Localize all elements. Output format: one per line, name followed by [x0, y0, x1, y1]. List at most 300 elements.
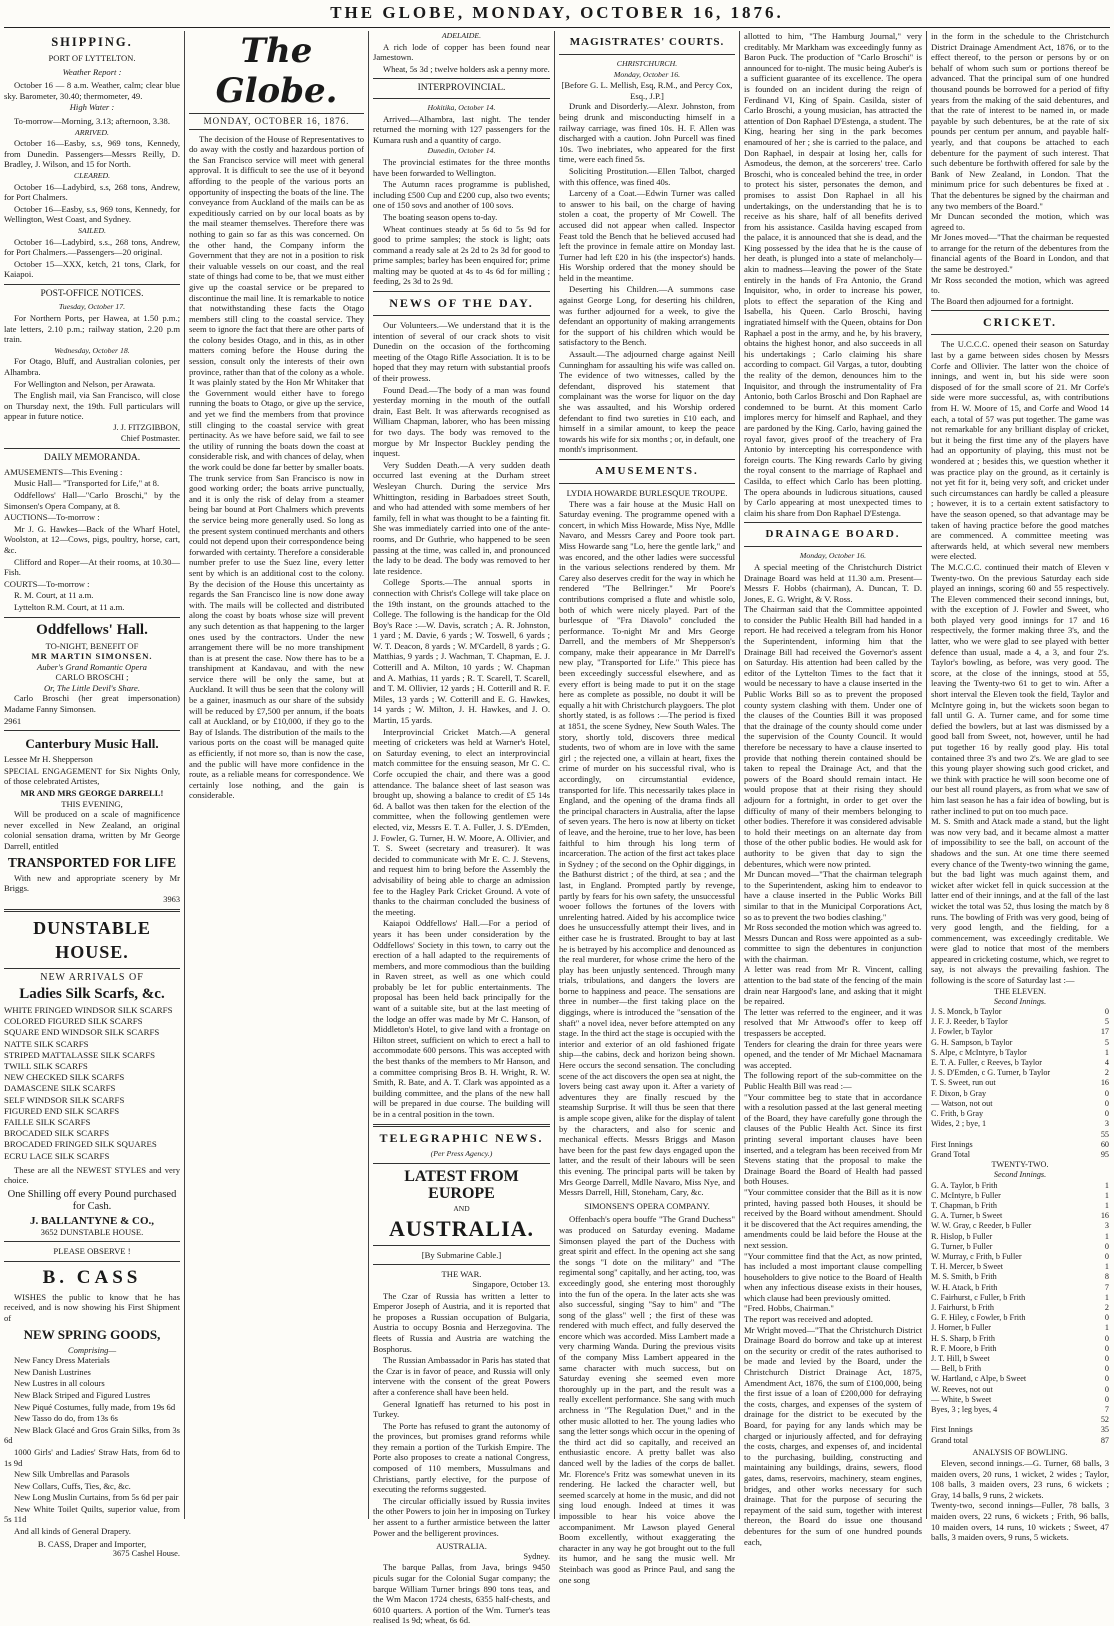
cleared-text: October 16—Ladybird, s.s, 268 tons, Andrew, for Port Chalmers. — [4, 181, 180, 203]
cass-line: 3675 Cashel House. — [112, 1549, 180, 1559]
post-text: For Northern Ports, per Hawea, at 1.50 p.m.; late letters, 2.10 p.m.; railway station, 2.20 p.m train. — [4, 313, 180, 345]
score-runs: 52 — [1100, 1415, 1109, 1425]
cleared-heading: CLEARED. — [73, 170, 111, 180]
divider — [559, 459, 735, 460]
score-row — [931, 1221, 1109, 1231]
cass-item: New Silk Umbrellas and Parasols — [14, 1469, 130, 1480]
magistrates-before: [Before G. L. Mellish, Esq, R.M., and Percy Cox, Esq., J.P.] — [561, 80, 733, 101]
score-name: R. F. Moore, b Frith — [931, 1343, 997, 1353]
score-runs: 4 — [1104, 1058, 1109, 1068]
cass-item: New Piqué Costumes, fully made, from 19s 6d — [14, 1401, 176, 1412]
telegraphic-heading: TELEGRAPHIC NEWS. — [379, 1130, 544, 1145]
divider — [373, 291, 550, 292]
oddfellows-line: Carlo Broschi (her great impersonation) Madame Fanny Simonsen. — [4, 693, 180, 715]
score-runs: 7 — [1104, 1404, 1109, 1414]
eleven-scorecard — [931, 1007, 1109, 1160]
magistrates-sub: CHRISTCHURCH. — [616, 59, 678, 68]
dunstable-line: NEW ARRIVALS OF — [40, 972, 144, 984]
scarf-item: DAMASCENE SILK SCARFS — [4, 1083, 116, 1094]
score-row — [931, 1150, 1109, 1160]
score-runs: 1 — [1104, 1262, 1109, 1272]
score-row — [931, 1058, 1109, 1068]
score-name: C. Frith, b Gray — [931, 1109, 984, 1119]
score-name: G. Turner, b Fuller — [931, 1241, 993, 1251]
memo-item: Oddfellows' Hall—"Carlo Broschi," by the Simonsen's Opera Company, at 8. — [4, 489, 180, 511]
magistrates-heading: MAGISTRATES' COURTS. — [569, 36, 725, 48]
score-runs: 0 — [1104, 1313, 1109, 1323]
weather-text: October 16 — 8 a.m. Weather, calm; clear blue sky. Barometer, 30.40; thermometer, 49. — [4, 80, 180, 101]
latest-heading-2: AUSTRALIA. — [388, 1215, 535, 1241]
column-4 — [559, 31, 735, 1585]
war-dateline: Singapore, October 13. — [472, 1279, 550, 1289]
score-name: W. W. Gray, c Reeder, b Fuller — [931, 1221, 1032, 1231]
interprovincial-heading: INTERPROVINCIAL. — [417, 83, 506, 94]
magistrates-date: Monday, October 16. — [613, 69, 681, 79]
twentytwo-heading: TWENTY-TWO. — [991, 1160, 1049, 1170]
score-row — [931, 1415, 1109, 1425]
score-name: — Bell, b Frith — [931, 1364, 982, 1374]
score-runs: 17 — [1100, 1027, 1109, 1037]
cass-item: New Black Glacé and Gros Grain Silks, from 3s 6d — [4, 1424, 180, 1446]
news-paragraph: Our Volunteers.—We understand that it is the intention of several of our crack shots to visit Dunedin on the occasion of the forthcoming meeting of the Otago Rifle Association. It is to be hoped that they may return with substantial proofs of their prowess. — [373, 320, 550, 384]
score-name: M. S. Smith, b Frith — [931, 1272, 997, 1282]
divider — [373, 1245, 550, 1246]
cass-item: New Collars, Cuffs, Ties, &c, &c. — [14, 1480, 131, 1491]
war-paragraph: General Ignatieff has returned to his post in Turkey. — [373, 1398, 550, 1420]
score-row — [931, 1119, 1109, 1129]
news-text: Arrived—Alhambra, last night. The tender returned the morning with 127 passengers for the Kumara rush and a quantity of cargo. — [373, 113, 550, 145]
memo-heading: DAILY MEMORANDA. — [43, 453, 141, 464]
score-name: R. Hislop, b Fuller — [931, 1231, 993, 1241]
highwater-text: To-morrow—Morning, 3.13; afternoon, 3.38. — [14, 115, 170, 126]
post-signature: J. J. FITZGIBBON, — [113, 423, 180, 432]
score-runs: 3 — [1104, 1119, 1109, 1129]
cass-item: New Danish Lustrines — [14, 1366, 91, 1377]
score-runs: 16 — [1100, 1211, 1109, 1221]
memo-item: Mr J. G. Hawkes—Back of the Wharf Hotel, Woolston, at 12—Cows, pigs, poultry, horse, cart, &c. — [4, 523, 180, 555]
music-hall-line: Lessee Mr H. Shepperson — [4, 754, 93, 765]
score-runs: 0 — [1104, 1088, 1109, 1098]
score-row — [931, 1038, 1109, 1048]
highwater-heading: High Water : — [69, 102, 115, 113]
score-name: W. Hartland, c Alpe, b Sweet — [931, 1374, 1027, 1384]
score-name: E. T. A. Fuller, c Reeves, b Taylor — [931, 1058, 1042, 1068]
score-row — [931, 1354, 1109, 1364]
music-hall-play-title: TRANSPORTED FOR LIFE — [7, 854, 177, 870]
port-heading: PORT OF LYTTELTON. — [48, 53, 136, 63]
divider — [4, 968, 180, 969]
score-row — [931, 1334, 1109, 1344]
cricket-text: The U.C.C.C. opened their season on Saturday last by a game between sides chosen by Messrs Corfe and Ollivier. The latter won the choice of innings, and went in, but his side were soon disposed of for the small score of 21. Mr Corfe's side were more successful, as, with contributions from H. W. Moore of 15, and Corfe and Wood 14 each, a total of 57 was put together. The game was not remarkable for any brilliant display of cricket, but it being the first time any of the players have had an opportunity of playing, this must not be wondered at ; besides this, we question whether it was practice play on the ground, as it certainly is not yet fit for it, being very soft, and cricket under such circumstances can hardly be called a pleasure ; however, it is to a certain extent satisfactory to have the season opened, so that advantage may be taken of having practice before the good matches are commenced. A committee meeting was afterwards held, at which several new members were elected. The M.C.C.C. continued their match of Eleven v Twenty-two. On the previous Saturday each side played an innings, scoring 60 and 55 respectively. The Eleven commenced their second innings, but, with the exception of J. Fowler and Sweet, who both played very good innings for 17 and 16 respectively, the former making three 3's, and the latter, who we were glad to see played with better defence than usual, made a 4, a 3, and four 2's. Taylor's bowling, as before, was very good. The score, at the close of the innings, stood at 55, leaving the Twenty-two 61 to get to win. After a short interval the Eleven took the field, Taylor and McIntyre going in, but the wickets soon began to fall until G. A. Turner came, and for some time defied the bowlers, but at last was dismissed by a good ball from Sweet, not, however, until he had put together 16 by really good play. His total contained three 3's and two 2's. We are glad to see this young player showing such good cricket, and we think with practice he will soon become one of our best all round players, as from what we saw of him last season he has a fair idea of bowling, but is rather inclined to put on too much pace. M. S. Smith and Atack made a stand, but the light was now very bad, and it became almost a matter of impossibility to see the ball, on account of the shadows and the sun. At one time there seemed every chance of the Twenty-two winning the game, but the bad light was much against them, and wicket after wicket fell in quick succession at the latter end of their innings, and at the fall of the last wicket the total was 52, thus losing the match by 8 runs. The bowling of Frith was very good, being of very good length, and the fielding, for a commencement, was exceedingly creditable. We were glad to notice that most of the members appeared in cricketing costume, which, we regret to say, is not always the prevailing fashion. The following is the score of Saturday last :— — [931, 339, 1109, 986]
post-date: Tuesday, October 17. — [58, 302, 126, 312]
score-row — [931, 1242, 1109, 1252]
court-paragraph: Larceny of a Coat.—Edwin Turner was called to answer to his bail, on the charge of having stolen a coat, the property of Mr Cowell. The accused did not appear when called. Inspector Feast told the Bench that he believed accused had left the province in female attire on Monday last. Turner had left £20 in his (the inspector's) hands. His Worship ordered that the money should be held in the meantime. — [559, 188, 735, 283]
dunstable-line: 3652 DUNSTABLE HOUSE. — [40, 1226, 144, 1237]
divider — [373, 78, 550, 79]
australia-heading: AUSTRALIA. — [436, 1541, 487, 1552]
cass-line: Comprising— — [67, 1344, 117, 1355]
divider — [373, 1264, 550, 1265]
column-separator — [184, 31, 185, 1519]
arrived-text: October 16—Easby, s.s, 969 tons, Kennedy, from Dunedin. Passengers—Messrs Reilly, D. Bradley, J. Wilson, and 15 for North. — [4, 138, 180, 170]
score-runs: 1 — [1104, 1200, 1109, 1210]
divider — [373, 315, 550, 316]
scarf-item: FIGURED END SILK SCARFS — [4, 1105, 120, 1116]
sailed-text: October 16—Ladybird, s.s., 268 tons, Andrew, for Port Chalmers.—Passengers—20 original. — [4, 236, 180, 258]
war-paragraph: The Czar of Russia has written a letter to Emperor Joseph of Austria, and it is reported that he proposes a Russian occupation of Bulgaria, Austria to occupy Bosnia and Herzegovina. The fleets of Russia and Austria are watching the Bosphorus. — [373, 1290, 550, 1354]
score-name: W. H. Atack, b Frith — [931, 1282, 998, 1292]
score-runs: 0 — [1104, 1374, 1109, 1384]
twentytwo-sub: Second Innings. — [993, 1170, 1047, 1180]
drainage-continued: in the form in the schedule to the Christchurch District Drainage Amendment Act, 1876, or to the effect thereof, to the person or persons by or on behalf of whom such sum or portions thereof be advanced. That the principal sum of one hundred thousand pounds be borrowed for a period of fifty years from the making of the said debentures, and that the rate of interest to be named in, or made payable by such debentures, be at the rate of six pounds per centum per annum, and payable half-yearly, and that coupons be attached to each debenture for the payment of such interest. That such debenture be forthwith offered for sale by the Bank of New Zealand, in London. That the minimum price for such debentures be fixed at . That the debentures be signed by the chairman and any two members of the Board." Mr Duncan seconded the motion, which was agreed to. Mr Jones moved—"That the chairman be requested to arrange for the return of the debentures from the financial agents of the Board in London, and that the same be destroyed." Mr Ross seconded the motion, which was agreed to. The Board then adjourned for a fortnight. — [931, 31, 1109, 306]
score-row — [931, 1283, 1109, 1293]
score-runs: 2 — [1104, 1068, 1109, 1078]
score-name: C. McIntyre, b Fuller — [931, 1190, 1001, 1200]
score-runs: 3 — [1104, 1221, 1109, 1231]
score-row — [931, 1303, 1109, 1313]
score-name: Grand total — [931, 1435, 969, 1445]
war-paragraph: The Russian Ambassador in Paris has stated that the Czar is in favor of peace, and Russia will only intervene with the consent of the great Powers after a conference shall have been held. — [373, 1355, 550, 1397]
post-text: For Wellington and Nelson, per Arawata. — [14, 378, 156, 389]
news-heading: NEWS OF THE DAY. — [389, 296, 534, 311]
sailed-heading: SAILED. — [78, 225, 106, 235]
music-hall-line: MR AND MRS GEORGE DARRELL! — [20, 788, 164, 799]
score-row — [931, 1272, 1109, 1282]
telegraphic-sub: (Per Press Agency.) — [430, 1148, 493, 1158]
eleven-sub: Second Innings. — [993, 996, 1047, 1006]
column-separator — [739, 31, 740, 1519]
cricket-heading: CRICKET. — [982, 315, 1058, 330]
score-row — [931, 1130, 1109, 1140]
war-list — [373, 1291, 550, 1539]
divider — [4, 448, 180, 449]
news-list — [373, 320, 550, 1120]
opera-heading: SIMONSEN'S OPERA COMPANY. — [584, 1200, 710, 1211]
score-row — [931, 1181, 1109, 1191]
scarf-item: WHITE FRINGED WINDSOR SILK SCARFS — [4, 1004, 173, 1015]
score-name: S. Alpe, c McIntyre, b Taylor — [931, 1047, 1027, 1057]
post-signature-title: Chief Postmaster. — [120, 433, 180, 443]
dunstable-firm: J. BALLANTYNE & CO., — [29, 1215, 155, 1227]
score-row — [931, 1313, 1109, 1323]
score-row — [931, 1211, 1109, 1221]
court-paragraph: Drunk and Disorderly.—Alexr. Johnston, from being drunk and misconducting himself in a railway carriage, was fined 10s. H. F. Allen was discharged with a caution. John Purcell was fined 10s. Two inebriates, who appeared for the first time, were each fined 5s. — [559, 101, 735, 165]
divider — [559, 483, 735, 484]
column-2 — [189, 31, 364, 1519]
oddfellows-line: Auber's Grand Romantic Opera — [37, 661, 147, 672]
music-hall-line: SPECIAL ENGAGEMENT for Six Nights Only, of those celebrated Artistes, — [4, 765, 180, 787]
scarf-item: NATTE SILK SCARFS — [4, 1038, 89, 1049]
score-runs: 1 — [1104, 1047, 1109, 1057]
score-name: C. Fairhurst, c Fuller, b Frith — [931, 1292, 1026, 1302]
scarf-item: BROCADED SILK SCARFS — [4, 1128, 110, 1139]
divider — [4, 730, 180, 731]
war-paragraph: The circular officially issued by Russia invites the other Powers to join her in imposing on Turkey her assent to a further armistice between the latter Power and the belligerent provinces. — [373, 1495, 550, 1538]
score-row — [931, 1385, 1109, 1395]
scarf-item: BROCADED FRINGED SILK SQUARES — [4, 1139, 157, 1150]
score-runs: 0 — [1104, 1333, 1109, 1343]
latest-and: AND — [453, 1204, 470, 1214]
cass-item: New Long Muslin Curtains, from 5s 6d per pair — [14, 1492, 179, 1503]
ad-number: 3963 — [163, 894, 180, 904]
score-name: T. Chapman, b Frith — [931, 1200, 998, 1210]
cass-item: New Black Striped and Figured Lustres — [14, 1389, 151, 1400]
music-hall-line: THIS EVENING, — [61, 798, 123, 809]
divider — [931, 334, 1109, 335]
sailed-text: October 15—XXX, ketch, 21 tons, Clark, for Kaiapoi. — [4, 258, 180, 280]
memo-item: AUCTIONS—To-morrow : — [4, 512, 100, 523]
score-name: Byes, 3 ; leg byes, 4 — [931, 1404, 998, 1414]
score-name: W. Murray, c Frith, b Fuller — [931, 1251, 1022, 1261]
oddfellows-heading: Oddfellows' Hall. — [36, 621, 148, 638]
court-paragraph: Deserting his Children.—A summons case against George Long, for deserting his children, was further adjourned for a week, to give the defendant an opportunity of making arrangements for the support of his children which would be satisfactory to the Bench. — [559, 284, 735, 348]
score-name: Grand Total — [931, 1149, 971, 1159]
column-separator — [554, 31, 555, 1519]
score-name: First Innings — [931, 1425, 973, 1435]
score-name: J. S. D'Emden, c G. Turner, b Taylor — [931, 1068, 1051, 1078]
score-name: — Watson, not out — [931, 1098, 993, 1108]
score-name: J. T. Hill, b Sweet — [931, 1353, 990, 1363]
score-row — [931, 1078, 1109, 1088]
memo-item: Clifford and Roper—At their rooms, at 10.30—Fish. — [4, 556, 180, 578]
cass-item: New Lustres in all colours — [14, 1378, 105, 1389]
column-3 — [373, 31, 550, 1626]
cass-list — [4, 1355, 180, 1537]
score-runs: 5 — [1104, 1037, 1109, 1047]
column-separator — [926, 31, 927, 1519]
score-row — [931, 1425, 1109, 1435]
score-name: J. Fairhurst, b Frith — [931, 1302, 995, 1312]
divider — [559, 54, 735, 55]
oddfellows-line: MR MARTIN SIMONSEN. — [31, 651, 153, 662]
score-runs: 0 — [1104, 1353, 1109, 1363]
post-date: Wednesday, October 18. — [54, 345, 130, 355]
score-name: J. S. Monck, b Taylor — [931, 1007, 1002, 1017]
shipping-heading: SHIPPING. — [51, 35, 133, 49]
score-name: J. Fowler, b Taylor — [931, 1027, 993, 1037]
score-row — [931, 1099, 1109, 1109]
drainage-text: A special meeting of the Christchurch District Drainage Board was held at 11.30 a.m. Present—Messrs F. Hobbs (chairman), A. Duncan, T. D. Jones, E. G. Wright, & V. Ross. The Chairman said that the Committee appointed to consider the Public Health Bill had handed in a report. He had received a telegram from his Honor the Superintendent, informing him that the Drainage Bill had received the Governor's assent on Saturday. His attention had been called by the editor of the Lyttelton Times to the fact that it would be necessary to have a clause inserted in the Public Works Bill so as to prevent the proposed county system clashing with them. Under one of the clauses of the Counties Bill it was proposed that the drainage of the county should come under the supervision of the County Council. It would therefore be necessary to have a clause inserted to provide that nothing therein contained should be taken to repeal the Drainage Act, and that the powers of the Board should remain intact. He would propose that at their rising they should adjourn for a fortnight, in order to get over the difficulty of many of their members belonging to other bodies. Therefore it was considered advisable to hold their meetings on an alternate day from those of the other public bodies. He would ask for authority to be given that day to sign the debentures, which were now printed. Mr Duncan moved—"That the chairman telegraph to the Superintendent, asking him to endeavor to have a clause inserted in the Public Works Bill similar to that in the Municipal Corporations Act, so as to prevent the two bodies clashing." Mr Ross seconded the motion which was agreed to. Messrs Duncan and Ross were appointed as a sub-committee to sign the debentures in conjunction with the chairman. A letter was read from Mr R. Vincent, calling attention to the bad state of the fencing of the main drain near Hargood's lane, and asking that it might be repaired. The letter was referred to the engineer, and it was resolved that Mr Attwood's offer to keep off trespassers be accepted. Tenders for clearing the drain for three years were opened, and the tender of Mr Michael Macnamara was accepted. The following report of the sub-committee on the Public Health Bill was read :— "Your committee beg to state that in accordance with a resolution passed at the last general meeting of the Board, they have carefully gone through the clauses of the Public Health Act. Since its first printing several important clauses have been inserted, and a telegram has been received from Mr Stevens stating that the proposal to make the Drainage Board the Board of Health had passed both Houses. "Your committee consider that the Bill as it is now printed, having passed both Houses, it should be received by the Board without amendment. Should it be discovered that the Act requires amending, the amendments could be laid before the House at the next session. "Your committee find that the Act, as now printed, has included a most important clause compelling householders to give notice to the Board of Health when any infectious disease exists in their houses, which clause had been previously omitted. "Fred. Hobbs, Chairman." The report was received and adopted. Mr Wright moved—"That the Christchurch District Drainage Board do borrow and take up at interest on the security or credit of the rates authorised to be made and levied by the Board, under the Christchurch District Drainage Act, 1875, Amendment Act, 1876, the sum of £100,000, being the first issue of a loan of £200,000 for defraying the costs, charges, and expenses of the system of drainage for the district to be executed by the Board, for paying for any lands which may be charged or injuriously affected, and for defraying the costs, charges, and expenses of, and incidental to the purchasing, building, constructing and maintaining any buildings, drains, sewers, flood gates, dams, reservoirs, machinery, steam engines, bridges, and other works necessary for such drainage. That for the purpose of securing the repayment of the said sum, together with interest thereon, the Board do issue one thousand debentures for the sum of one hundred pounds each, — [744, 561, 922, 1547]
scarf-item: SQUARE END WINDSOR SILK SCARFS — [4, 1027, 160, 1038]
adelaide-text: Wheat, 5s 3d ; twelve holders ask a penny more. — [383, 63, 550, 74]
cass-item: New White Toilet Quilts, superior value, from 5s 11d — [4, 1503, 180, 1525]
score-runs: 1 — [1104, 1323, 1109, 1333]
news-text: The boating season opens to-day. — [383, 211, 498, 222]
opera-text: Offenbach's opera bouffe "The Grand Duchess" was produced on Saturday evening. Madame Simonsen played the part of the Duchess with great spirit and effect. In the opening act she sang the songs "I dote on the military" and "The regimental song" capitally, and her acting, too, was exceedingly good, she entering most thoroughly into the fun of the opera. In the later acts she was also successful, singing "Say to him" and "The song of the glass" well ; the first of these was rendered with much effect, and fully deserved the encore which was accorded. Miss Lambert made a very charming Wanda. During the previous visits of the company Miss Lambert appeared in the same character with much success, but on Saturday evening she seemed even more thoroughly up in the part, and the result was a really excellent performance. She sang with much archness in "The Regulation Duet," and in the other music allotted to her. The young ladies who sang the letter songs which occur in the opening of the third act did so capitally, and received an enthusiastic encore. A pretty ballet was also danced well by the ladies of the corps de ballet. Mr. Florence's Fritz was somewhat uneven in its rendering. He lacked the character well, but seemed scarcely at home in the music, and did not sing loud enough. Indeed at times it was impossible to hear his voice above the accompaniment. Mr Lawson played General Boom excellently, without exaggerating the character in any way he got brought out to the full its humor, and he sang the music well. Mr Steinbach was good as Prince Paul, and sang the one song — [559, 1214, 735, 1585]
score-name: J. Horner, b Fuller — [931, 1323, 991, 1333]
news-text: Wheat continues steady at 5s 6d to 5s 9d for good to prime samples; the stock is light; oats command a ready sale at 2s 2d to 2s 3d for good to prime samples; barley has been enquired for; prime malting may be quoted at 4s to 4s 6d for milling ; feeding, 2s 3d to 2s 9d. — [373, 223, 550, 287]
score-name: G. A. Turner, b Sweet — [931, 1211, 1003, 1221]
dunstable-line: These are all the NEWEST STYLES and very choice. — [4, 1164, 180, 1186]
column-separator — [368, 31, 369, 1519]
oddfellows-line: TO-NIGHT, BENEFIT OF — [45, 640, 139, 651]
score-row — [931, 1436, 1109, 1446]
score-name: W. Reeves, not out — [931, 1384, 993, 1394]
score-row — [931, 1395, 1109, 1405]
score-name: G. A. Taylor, b Frith — [931, 1180, 998, 1190]
adelaide-heading: ADELAIDE. — [441, 31, 482, 40]
score-runs: 0 — [1104, 1007, 1109, 1017]
column-1 — [4, 31, 180, 1559]
war-paragraph: The Porte has refused to grant the autonomy of the provinces, but promises grand reforms while they remain a portion of the Turkish Empire. The Porte also proposes to create a national Congress, composed of 110 members, Mussulmans and Christians, partly elective, for the purpose of executing the reforms suggested. — [373, 1420, 550, 1495]
score-runs: 7 — [1104, 1282, 1109, 1292]
score-row — [931, 1374, 1109, 1384]
score-runs: 0 — [1104, 1251, 1109, 1261]
score-row — [931, 1068, 1109, 1078]
divider — [4, 284, 180, 285]
score-name: T. S. Sweet, run out — [931, 1078, 996, 1088]
score-runs: 5 — [1104, 1017, 1109, 1027]
score-row — [931, 1089, 1109, 1099]
amusements-text: There was a fair house at the Music Hall on Saturday evening. The programme opened with a concert, in which Miss Howarde, Miss Nye, Mdlle Navaro, and Messrs Carey and Poore took part. Miss Howarde sang "Lo, here the gentle lark," and was encored, and the other ladies were successful in the various selections rendered by them. Mr Carey also deserves credit for the way in which he rendered "The Bellringer." Mr Poore's contributions comprised a flute and whistle solo, both of which were nicely played. Part of the burlesque of "Fra Diavolo" concluded the performance. To-night Mr and Mrs George Darrell, and the members of Mr Shepperson's company, make their appearance in Mr Darrell's new play, "Transported for Life." This piece has been exceedingly successful elsewhere, and as every effort is being made to put it on the stage here as complete as possible, no doubt it will be equally a hit with Christchurch playgoers. The plot shortly stated, is as follows :—The period is fixed at 1851, the scene Sydney, New South Wales. The story, shortly told, discovers three medical students, two of whom are in love with the same girl ; the rejected one, a villain at heart, fixes the crime of murder on his successful rival, who is accordingly, on circumstantial evidence, transported for life. This necessarily takes place in England, and the opening of the drama finds all the principal characters in Australia, after the lapse of seven years. The hero is now at liberty on ticket of leave, and the heroine, true to her love, has been faithful to him through his long term of incarceration. The action of the first act takes place in Sydney ; of the second on the Ophir diggings, in the Bathurst district ; of the third, at sea ; and the last, in England. Prompted partly by revenge, partly by fears for his own safety, the unsuccessful wooer follows the fortunes of the lovers with unrelenting hatred. Aided by his accomplice twice does he unsuccessfully attempt their lives, and in either case he is frustrated. Brought to bay at last he is betrayed by his accomplice and denounced as the real murderer, for whose crime the hero of the play has been unjustly sentenced. Through many trials, tribulations, and dangers the lovers are borne to happiness and peace. The sensations are three in number—the first taking place on the diggings, where is introduced the "sensation of the shaft" a novel idea, never before attempted on any stage. In the third act the stage is occupied with the interior and exterior of an old fashioned frigate ship—the cabins, deck and horizon being shown. Here occurs the second sensation. The concluding scene of the act discovers the open sea at night, the lovers being cast away upon it. After a variety of adventures they are finally rescued by the steamship Surprise. It will thus be seen that there is ample scope given, alike for the display of talent by the characters, and also for scenic and mechanical effects. Messrs Briggs and Mason have been for the past few days engaged upon the latter, and the result of their labours will be seen this evening. The principal parts will be taken by Mrs George Darrell, Mdlle Navaro, Miss Nye, and Messrs Darrell, Hill, Stoneham, Cary, &c. — [559, 498, 735, 1198]
score-name: H. S. Sharp, b Frith — [931, 1333, 995, 1343]
cass-line: B. CASS, Draper and Importer, — [37, 1538, 147, 1549]
score-runs: 1 — [1104, 1292, 1109, 1302]
opera-continued: allotted to him, "The Hamburg Journal," very creditably. Mr Markham was exceedingly funny as Baron Puck. The production of "Carlo Broschi" is announced for to-night. The music being Auber's is a sufficient guarantee of its excellence. The opera is founded on an incident during the reign of Ferdinand VI, King of Spain. Casilda, sister of Carlo Broschi, a young musician, has attracted the attention of Don Raphael D'Estenga, a student. The King, hearing her sing in the park becomes enamoured of her ; she is carried to the palace, and Don Raphael, in despair at losing her, calls for Asmodeus, the demon, at the sorcerers' tree. Carlo Broschi, who is concealed behind the tree, in order to protect his sister, personates the demon, and promises to assist Don Raphael in all his undertakings, on the understanding that he is to receive as his share, half of all benefits derived from his assistance. Casilda having escaped from the palace, it is announced that she is dead, and the King possessed by the idea that he is the cause of her death, is plunged into a state of melancholy—akin to madness—leaving the power of the State entirely in the hands of Fra Antonio, the Grand Inquisitor, who, in order to increase his power, plots to effect the separation of the King and Isabella, his Queen. Carlo Broschi, having ingratiated himself with the Queen, obtains for Don Raphael a post in the army, and he, by his bravery, obtains the highest honor, and also succeeds in all his undertakings ; Carlo claiming his share according to compact. Gil Vargas, a tutor, doubting the reality of the demon, denounces him to the Inquisitor, and through the instrumentality of Fra Antonio, both Carlos Broschi and Don Raphael are condemned to be burnt. At this moment Carlo implores mercy for himself and Raphael, and they are pardoned by the King. Carlo, having gained the royal favor, gives proof of the treachery of Fra Antonio by intercepting his correspondence with foreign courts. The King rewards Carlo by giving the royal consent to the marriage of Raphael and Casilda, to effect which Carlo has been plotting. The opera abounds in ludicrous situations, caused by Carlo appearing at most unexpected times to claim his share from Don Raphael D'Estenga. — [744, 31, 922, 518]
score-runs: 0 — [1104, 1241, 1109, 1251]
music-hall-line: With new and appropriate scenery by Mr Briggs. — [4, 872, 180, 894]
score-row — [931, 1017, 1109, 1027]
dunstable-subheading: Ladies Silk Scarfs, &c. — [19, 985, 165, 1002]
scarf-list — [4, 1005, 180, 1162]
column-5 — [744, 31, 922, 1547]
court-paragraph: Assault.—The adjourned charge against Neill Cunningham for assaulting his wife was called on. The evidence of two witnesses, called by the defendant, disproved his statement that complainant was the worse for liquor on the day she was assaulted, and his Worship ordered defendant to find two sureties in £10 each, and himself in a similar amount, to keep the peace towards his wife for six months ; or, in default, one month's imprisonment. — [559, 349, 735, 455]
post-text: For Otago, Bluff, and Australian colonies, per Alhambra. — [4, 356, 180, 378]
score-row — [931, 1405, 1109, 1415]
memo-item: Lyttelton R.M. Court, at 11 a.m. — [14, 601, 125, 612]
amusements-heading: AMUSEMENTS. — [595, 464, 699, 477]
cass-subheading: NEW SPRING GOODS, — [23, 1326, 161, 1342]
divider — [4, 1241, 180, 1242]
ad-number: 2961 — [4, 715, 22, 726]
latest-heading: LATEST FROM EUROPE — [404, 1168, 519, 1203]
cass-heading: B. CASS — [42, 1266, 142, 1288]
score-runs: 1 — [1104, 1190, 1109, 1200]
masthead: THE GLOBE, MONDAY, OCTOBER 16, 1876. — [330, 3, 784, 22]
cass-item: New Tasso do do, from 13s 6s — [14, 1413, 119, 1424]
score-runs: 0 — [1104, 1098, 1109, 1108]
score-row — [931, 1048, 1109, 1058]
bowling-text: Eleven, second innings.—G. Turner, 68 balls, 3 maiden overs, 20 runs, 1 wicket, 2 wides ; Taylor, 108 balls, 3 maiden overs, 23 runs, 6 wickets ; Gray, 14 balls, 9 runs, 2 wickets. Twenty-two, second innings—Fuller, 78 balls, 3 maiden overs, 22 runs, 6 wickets ; Frith, 96 balls, 10 maiden overs, 14 runs, 10 wickets ; Sweet, 47 balls, 3 maiden overs, 9 runs, 5 wickets. — [931, 1458, 1109, 1543]
scarf-item: ECRU LACE SILK SCARFS — [4, 1150, 110, 1161]
arrived-heading: ARRIVED. — [75, 127, 109, 137]
cable-line: [By Submarine Cable.] — [421, 1249, 502, 1260]
score-name: T. H. Mercer, b Sweet — [931, 1262, 1004, 1272]
score-runs: 35 — [1100, 1425, 1109, 1435]
drainage-heading: DRAINAGE BOARD. — [765, 528, 901, 541]
scarf-item: STRIPED MATTALASSE SILK SCARFS — [4, 1049, 156, 1060]
music-hall-line: Will be produced on a scale of magnificence never excelled in New Zealand, an original colonial sensation drama, written by Mr George Darrell, entitled — [4, 809, 180, 851]
globe-title: The Globe. — [215, 31, 338, 111]
score-row — [931, 1293, 1109, 1303]
scarf-item: FAILLE SILK SCARFS — [4, 1117, 91, 1127]
score-row — [931, 1007, 1109, 1017]
score-name: G. H. Sampson, b Taylor — [931, 1037, 1013, 1047]
score-row — [931, 1027, 1109, 1037]
memo-item: AMUSEMENTS—This Evening : — [4, 466, 123, 477]
australia-text: The barque Pallas, from Java, brings 9450 piculs sugar for the Colonial Sugar company; the barque William Turner brings 890 tons teas, and the Wm Macon 1724 chests, 6355 half-chests, and 6010 quarters. A portion of the Wm. Turner's teas realised 1s 9d; wheat, 6s 6d. — [373, 1562, 550, 1626]
divider — [4, 909, 180, 912]
australia-dateline: Sydney. — [523, 1551, 550, 1561]
news-text: The provincial estimates for the three months have been forwarded to Wellington. — [373, 156, 550, 178]
score-runs: 8 — [1104, 1272, 1109, 1282]
cass-item: And all kinds of General Drapery. — [14, 1526, 131, 1537]
score-name: Wides, 2 ; bye, 1 — [931, 1119, 987, 1129]
amusements-sub: LYDIA HOWARDE BURLESQUE TROUPE. — [566, 487, 728, 498]
score-row — [931, 1252, 1109, 1262]
magistrates-list — [559, 101, 735, 455]
war-heading: THE WAR. — [441, 1269, 482, 1280]
score-runs: 0 — [1104, 1364, 1109, 1374]
news-paragraph: Very Sudden Death.—A very sudden death occurred last evening at the Durham street Wesleyan Church. During the service Mrs Whittington, residing in Barbadoes street South, and who had attended with some members of her family, fell in what was thought to be a fainting fit. She was immediately carried into one of the ante-rooms, and Dr Guthrie, who happened to be seen passing at the time, was called in, and pronounced the lady to be dead. The body was removed to her late residence. — [373, 459, 550, 576]
news-text: The Autumn races programme is published, including £500 Cup and £200 cup, also two events; one of 150 sovs and another of 100 sovs. — [373, 179, 550, 211]
score-row — [931, 1262, 1109, 1272]
score-runs: 16 — [1100, 1078, 1109, 1088]
news-paragraph: Found Dead.—The body of a man was found yesterday morning in the mouth of the outfall drain, East Belt. It was afterwards recognised as William Chapman, laborer, who has been missing for two days. The body was removed to the morgue by Mr Inspector Buckley pending the inquest. — [373, 384, 550, 459]
memo-item: R. M. Court, at 11 a.m. — [14, 590, 94, 601]
editorial-dateline: MONDAY, OCTOBER 16, 1876. — [189, 113, 364, 130]
weather-heading: Weather Report : — [62, 66, 122, 77]
twentytwo-scorecard — [931, 1181, 1109, 1446]
score-name: First Innings — [931, 1139, 973, 1149]
score-name: F. Dixon, b Gray — [931, 1088, 987, 1098]
news-paragraph: College Sports.—The annual sports in connection with Christ's College will take place on the 19th instant, on the grounds attached to the College. The following is the handicap for the Old Boy's Race :—W. Davis, scratch ; A. R. Johnston, 1 yard ; M. Davie, 6 yards ; W. Toswell, 6 yards ; W. T. Deacon, 8 yards ; W. M'Cardell, 8 yards ; G. Matthias, 9 yards ; J. Wachman, T. Chapman, E. J. Cotterill and A. Milton, 10 yards ; W. Chapman and A. Mathias, 11 yards ; R. T. Scarell, T. Scarell, and T. M. Ollivier, 12 yards ; H. Cotterill and R. F. Miles, 13 yards ; W. Cotterill and E. G. Hawkes, 14 yards ; W. Milton, J. H. Hawkes, and J. O. Martin, 15 yards. — [373, 577, 550, 726]
score-row — [931, 1140, 1109, 1150]
divider — [744, 546, 922, 547]
dunstable-heading: DUNSTABLE HOUSE. — [33, 918, 151, 963]
eleven-heading: THE ELEVEN. — [994, 986, 1046, 996]
news-paragraph: Interprovincial Cricket Match.—A general meeting of cricketers was held at Warner's Hotel, on Saturday evening, to elect an interprovincial match committee for the ensuing season, Mr C. C. Corfe occupied the chair, and there was a good attendance. The balance sheet of last season was brought up, showing a balance to credit of £5 14s 6d. A ballot was then taken for the election of the committee, when the following gentlemen were elected, viz, Messrs E. T. A. Fuller, J. S. D'Emden, J. Fowler, G. Turner, H. W. Moore, A. Ollivier, and T. S. Sweet (secretary and treasurer). It was decided to communicate with Mr E. C. J. Stevens, and request him to bring before the Assembly the advisability of being able to charge an admission fee to the Hagley Park Cricket Ground. A vote of thanks to the chairman concluded the business of the meeting. — [373, 726, 550, 917]
cass-item: 1000 Girls' and Ladies' Straw Hats, from 6d to 1s 9d — [4, 1446, 180, 1468]
cass-item: New Fancy Dress Materials — [14, 1355, 110, 1366]
cass-line: WISHES the public to know that he has received, and is now showing his First Shipment of — [4, 1291, 180, 1323]
editorial — [189, 134, 364, 801]
observe-line: PLEASE OBSERVE ! — [53, 1246, 131, 1257]
masthead-rule — [4, 27, 1110, 28]
score-runs: 1 — [1104, 1231, 1109, 1241]
bowling-heading: ANALYSIS OF BOWLING. — [972, 1447, 1068, 1457]
dunstable-line: One Shilling off every Pound purchased for Cash. — [7, 1189, 177, 1212]
score-name: J. F. J. Reeder, b Taylor — [931, 1017, 1008, 1027]
score-runs: 60 — [1100, 1139, 1109, 1149]
post-text: The English mail, via San Francisco, will close on Thursday next, the 19th. Full particulars will appear in future notice. — [4, 390, 180, 422]
scarf-item: TWILL SILK SCARFS — [4, 1060, 88, 1071]
score-name: — White, b Sweet — [931, 1394, 992, 1404]
score-row — [931, 1323, 1109, 1333]
scarf-item: SELF WINDSOR SILK SCARFS — [4, 1094, 125, 1105]
drainage-date: Monday, October 16. — [799, 551, 867, 561]
score-runs: 0 — [1104, 1394, 1109, 1404]
divider — [931, 310, 1109, 311]
score-row — [931, 1201, 1109, 1211]
oddfellows-line: Or, The Little Devil's Share. — [43, 682, 141, 693]
divider — [744, 522, 922, 523]
score-runs: 0 — [1104, 1109, 1109, 1119]
memo-item: Music Hall— "Transported for Life," at 8. — [14, 478, 160, 489]
divider — [4, 1261, 180, 1262]
post-heading: POST-OFFICE NOTICES. — [40, 288, 144, 299]
score-row — [931, 1109, 1109, 1119]
score-runs: 55 — [1100, 1129, 1109, 1139]
score-runs: 1 — [1104, 1180, 1109, 1190]
score-runs: 0 — [1104, 1384, 1109, 1394]
score-runs: 2 — [1104, 1302, 1109, 1312]
scarf-item: COLORED FIGURED SILK SCARFS — [4, 1016, 143, 1027]
news-paragraph: Kaiapoi Oddfellows' Hall.—For a period of years it has been under consideration by the Oddfellows' Society in this town, to carry out the erection of a hall adapted to the requirements of members, and more commodious than the building in Raven street, as well as one which could probably be let for public entertainments. The proposal has been held back principally for the want of a suitable site, but at the last meeting of the lodge an offer was made by Mr C. Hanson, of Middleton's Hotel, to give land with a frontage on Hilton street, sufficient on which to erect a hall to accommodate 600 persons. This was accepted with the best thanks of the members to Mr Hanson, and a committee comprising Bros B. H. Wright, R. W. Smith, R. Bate, and A. T. Clark was appointed as a building committee, and the plans of the new hall will be prepared in due course. The building will be in a central position in the town. — [373, 918, 550, 1119]
column-6 — [931, 31, 1109, 1543]
divider — [4, 617, 180, 618]
divider — [373, 98, 550, 99]
